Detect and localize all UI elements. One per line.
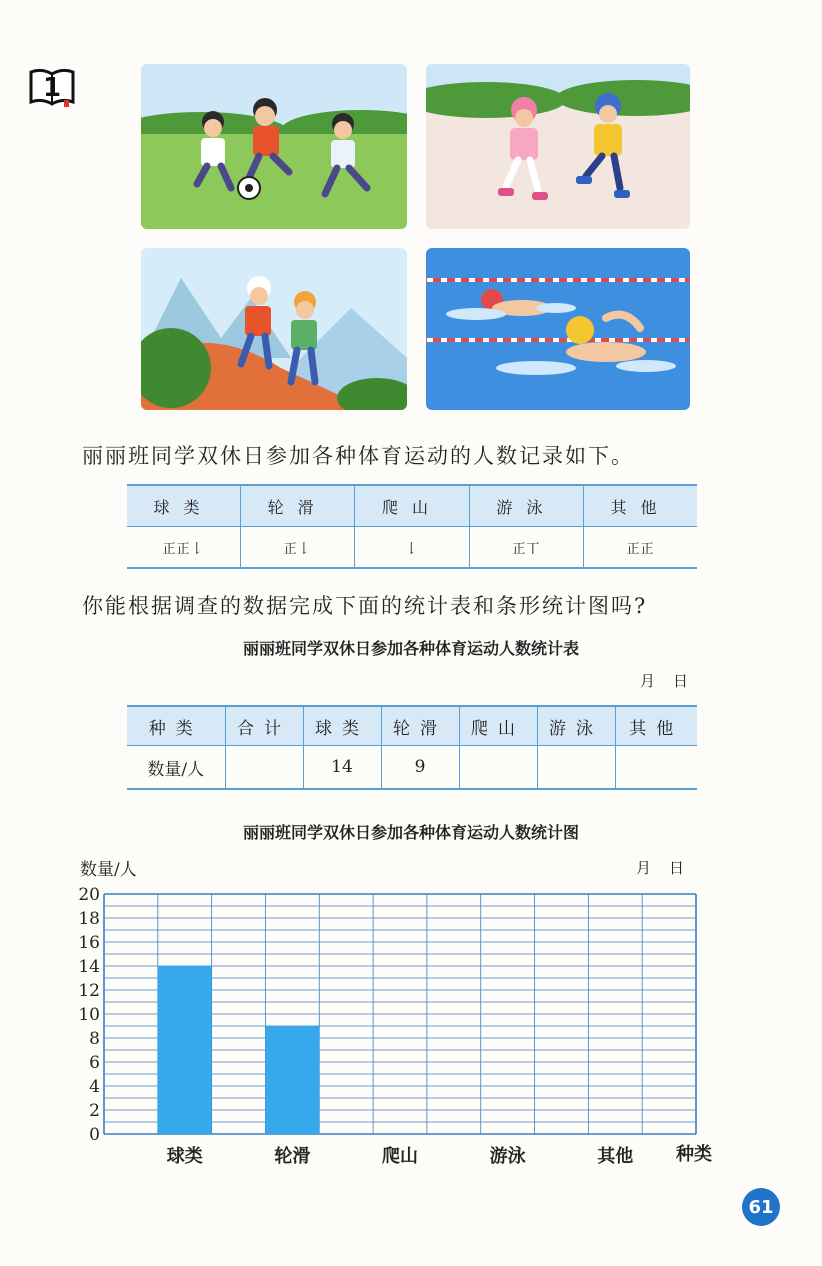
tally-cell: 𠄌 xyxy=(355,527,469,569)
y-tick-label: 16 xyxy=(78,933,100,953)
y-tick-label: 6 xyxy=(89,1053,100,1073)
x-axis-title: 种类 xyxy=(676,1144,712,1165)
tally-header-cell: 游泳 xyxy=(469,485,583,527)
y-tick-label: 0 xyxy=(89,1125,100,1145)
bar xyxy=(265,1026,319,1134)
y-tick-label: 10 xyxy=(78,1005,100,1025)
stats-header-cell: 合计 xyxy=(225,706,303,746)
exercise-number: 1 xyxy=(42,73,62,103)
tally-cell: 正丅 xyxy=(469,527,583,569)
stats-row-label: 数量/人 xyxy=(147,759,205,780)
stats-table-caption: 丽丽班同学双休日参加各种体育运动人数统计表 xyxy=(242,639,579,658)
y-tick-label: 2 xyxy=(89,1101,100,1121)
tally-cell: 正正 xyxy=(584,527,697,569)
stats-header-cell: 游泳 xyxy=(537,706,615,746)
chart-caption: 丽丽班同学双休日参加各种体育运动人数统计图 xyxy=(242,823,579,842)
stats-header-cell: 种类 xyxy=(127,706,225,746)
y-tick-label: 14 xyxy=(78,957,100,977)
x-tick-label: 爬山 xyxy=(382,1146,418,1167)
page-number: 61 xyxy=(742,1188,780,1226)
chart-y-axis-title: 数量/人 xyxy=(80,860,137,880)
x-tick-label: 其他 xyxy=(597,1146,634,1167)
y-tick-label: 8 xyxy=(89,1029,100,1049)
y-tick-label: 18 xyxy=(78,909,100,929)
tally-header-cell: 球类 xyxy=(127,485,240,527)
tally-cell: 正𠄌 xyxy=(240,527,354,569)
tally-cell: 正正𠄌 xyxy=(162,541,205,557)
x-tick-label: 游泳 xyxy=(489,1146,526,1167)
x-tick-label: 轮滑 xyxy=(274,1146,311,1167)
tally-header-cell: 爬山 xyxy=(355,485,469,527)
chart-date: 月日 xyxy=(636,859,703,877)
intro-text: 丽丽班同学双休日参加各种体育运动的人数记录如下。 xyxy=(82,444,634,468)
stats-table-date: 月日 xyxy=(640,672,707,690)
y-tick-label: 4 xyxy=(89,1077,100,1097)
y-tick-label: 12 xyxy=(78,981,100,1001)
stats-header-cell: 爬山 xyxy=(459,706,537,746)
x-tick-label: 球类 xyxy=(166,1146,203,1167)
stats-value-cell[interactable]: 9 xyxy=(381,746,459,790)
tally-header-cell: 轮滑 xyxy=(240,485,354,527)
bar xyxy=(158,966,212,1134)
tally-header-cell: 其他 xyxy=(584,485,697,527)
question-text: 你能根据调查的数据完成下面的统计表和条形统计图吗? xyxy=(82,594,648,618)
stats-value-cell[interactable]: 14 xyxy=(303,746,381,790)
stats-header-cell: 其他 xyxy=(615,706,697,746)
stats-header-cell: 轮滑 xyxy=(381,706,459,746)
stats-header-cell: 球类 xyxy=(303,706,381,746)
y-tick-label: 20 xyxy=(78,885,100,905)
